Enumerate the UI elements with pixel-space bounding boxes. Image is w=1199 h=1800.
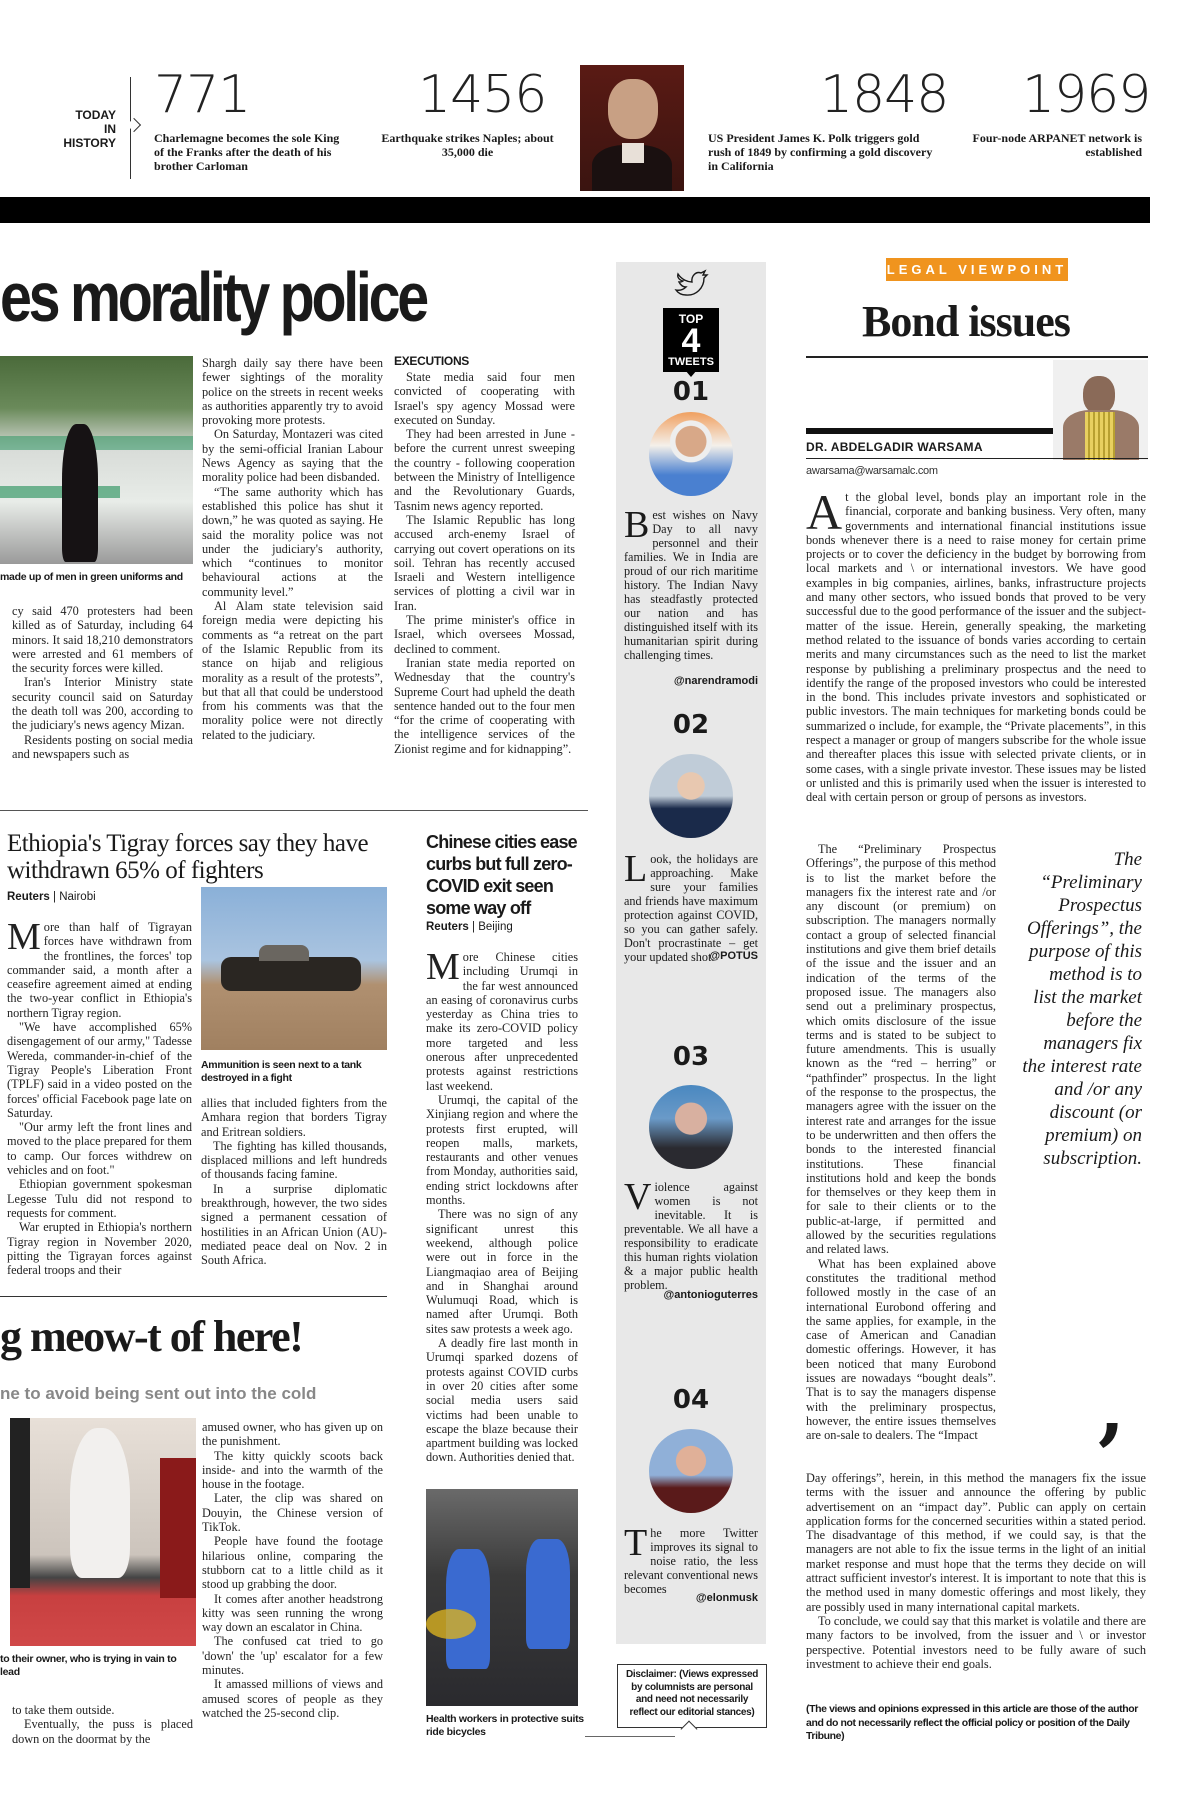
avatar-potus — [649, 754, 733, 838]
tweet-handle[interactable]: @antonioguterres — [663, 1289, 758, 1301]
door-frame — [10, 1418, 30, 1588]
tank-turret — [259, 945, 309, 961]
owner-leg — [160, 1458, 196, 1598]
history-year-1969: 1969 — [1022, 65, 1151, 125]
section-rule — [0, 810, 588, 811]
author-rule-bottom — [806, 458, 1148, 459]
health-workers-caption: Health workers in protective suits ride bicycles — [426, 1713, 584, 1738]
author-rule-thick — [806, 428, 1053, 434]
today-in-history-label: TODAY IN HISTORY — [63, 108, 116, 150]
quote-mark-icon: , — [1098, 1363, 1126, 1454]
tank-photo — [201, 887, 387, 1050]
tweet-text: Violence against women is not inevitable. It is preventable. We all have a responsibility to eradicate this human rights violation & a major public health problem. — [624, 1176, 758, 1292]
ethiopia-headline: Ethiopia's Tigray forces say they have withdrawn 65% of fighters — [7, 830, 369, 884]
cat-figure — [70, 1428, 130, 1578]
tweet-handle[interactable]: @elonmusk — [695, 1592, 758, 1604]
author-photo — [1053, 360, 1148, 460]
tweet-text: Look, the holidays are approaching. Make sure your families and friends have maximum protection against COVID, so you can gather safely. Don't procrastinate – get your updated shot. — [624, 848, 758, 964]
badge-pointer — [685, 370, 697, 377]
woman-figure — [62, 424, 98, 562]
tweet-number: 01 — [672, 377, 710, 407]
tweet-handle[interactable]: @narendramodi — [673, 675, 758, 687]
iran-col1: cy said 470 protesters had been killed as of Saturday, including 64 minors. It said 18,210 demonstrators were arrested and 61 members of the security forces were killed. Iran's Interior Ministry state security council said on Saturday the death toll was 200, according to the judiciary's news agency Mizan. Residents posting on social media and newspapers such as — [12, 604, 193, 761]
cat-subhead: ne to avoid being sent out into the cold — [0, 1384, 317, 1403]
cat-photo — [10, 1418, 196, 1646]
history-event-1969: Four-node ARPANET network is established — [972, 131, 1142, 159]
top-4-tweets-badge: TOP 4 TWEETS — [663, 308, 719, 372]
tweet-number: 02 — [672, 710, 710, 740]
morality-police-photo — [0, 356, 193, 564]
iran-col3: State media said four men convicted of cooperating with Israel's spy agency Mossad were executed on Sunday. They had been arrested in June - before the current unrest sweeping the country - following cooperation between the Ministry of Intelligence and the Revolutionary Guards, Tasnim news agency reported. The Islamic Republic has long accused arch-enemy Israel of carrying out covert operations on its soil. Tehran has recently accused Israeli and Western intelligence services of plotting a civil war in Iran. The prime minister's office in Israel, which oversees Mossad, declined to comment. Iranian state media reported on Wednesday that the country's Supreme Court had upheld the death sentence handed out to the four men “for the crime of cooperating with the intelligence services of the Zionist regime and for kidnapping”. — [394, 370, 575, 756]
pull-quote: The “Preliminary Prospectus Offerings”, the purpose of this method is to list the market before the managers fix the interest rate and /or any discount (or premium) on subscription. — [1022, 849, 1142, 1169]
author-rule-top — [806, 356, 1148, 358]
dropcap: M — [7, 916, 41, 958]
legal-intro: At the global level, bonds play an important role in the financial, corporate and banking business. Very often, many governments and international financial institutions issue bonds whenever there is a need to raise money for certain prime projects or to cover the deficiency in the budget by borrowing from local markets and \ or international investors. We have good examples in big companies, airlines, banks, infrastructure projects and many other sectors, who issued bonds that proved to be very successful due to the good performance of the issuer and the subject-matter of the issue. Herein, generally speaking, the marketing method related to the issuance of bonds varies according to certain merits and many circumstances such as the need to list the market response by publishing a preliminary prospectus and the need to identify the range of the proposed investors who could be interested in the bond. This includes private investors and sophisticated or public investors. The main techniques for marketing bonds could be summarized o include, for example, the “Private placements”, in this respect a manager or group of mangers subscribe for the whole issue and thereafter places this issue with selected private clients, or in some cases, with a single private investor. These issues may be listed or unlisted and this is primarily used when the issuer is interested to deal with certain person or group of persons as investors. — [806, 484, 1146, 805]
ethiopia-col1: More than half of Tigrayan forces have withdrawn from the frontlines, the forces' top commander said, a month after a ceasefire agreement aimed at ending the two-year conflict in Ethiopia's northern Tigray region. "We have accomplished 65% disengagement of our army," Tadesse Wereda, commander-in-chief of the Tigray People's Liberation Front (TPLF) said in a video posted on the forces' official Facebook page late on Saturday. "Our army left the front lines and moved to the place prepared for them to camp. Our forces withdrew on vehicles and on foot." Ethiopian government spokesman Legesse Tulu did not respond to requests for comment. War erupted in Ethiopia's northern Tigray region in November 2020, pitting the Tigrayan forces against federal troops and their — [7, 916, 192, 1278]
bond-issues-headline: Bond issues — [862, 297, 1070, 346]
cat-col2: amused owner, who has given up on the punishment. The kitty quickly scoots back inside- and into the warmth of the house in the footage. Later, the clip was shared on Douyin, the Chinese version of TikTok. People have found the footage hilarious online, comparing the stubborn cat to a little child as it stood up grabbing the door. It comes after another headstrong kitty was seen running the wrong way down an escalator in China. The confused cat tried to go 'down' the 'up' escalator for a few minutes. It amassed millions of views and amused scores of people as they watched the 25-second clip. — [202, 1420, 383, 1720]
iran-photo-caption: made up of men in green uniforms and — [0, 571, 183, 583]
legal-wide-col: Day offerings”, herein, in this method the managers fix the issue terms with the issuer and announce the offering by public advertisement on an “impact day”. Public can apply on certain application forms for the concerned securities within a stated period. The disadvantage of this method, if we could say, is that the managers are not able to fix the issue terms in the light of an initial market response and must hope that the terms they decide on will attract sufficient investor's interest. It is important to note that this is the method used in many domestic offerings and most likely, they are possibly used in many international capital markets. To conclude, we could say that this market is volatile and there are many factors to be involved, from the issuer and \ or investor perspective. Potential investors need to be fully aware of such investment to achieve their end goals. — [806, 1471, 1146, 1671]
history-year-1456: 1456 — [418, 65, 547, 125]
health-workers-photo — [426, 1489, 578, 1706]
car-stripe — [0, 486, 120, 498]
tank-photo-caption: Ammunition is seen next to a tank destroyed in a fight — [201, 1059, 362, 1084]
author-scarf — [1085, 412, 1115, 460]
section-divider-bar — [0, 197, 1150, 223]
author-name: DR. ABDELGADIR WARSAMA — [806, 440, 983, 454]
disclaimer-box: Disclaimer: (Views expressed by columnists are personal and need not necessarily reflect our editorial stances) — [617, 1664, 767, 1728]
china-byline: Reuters | Beijing — [426, 921, 513, 933]
avatar-narendramodi — [649, 412, 733, 496]
cat-photo-caption: to their owner, who is trying in vain to lead — [0, 1653, 177, 1678]
yellow-bag — [426, 1609, 476, 1639]
dropcap: M — [426, 946, 460, 988]
ethiopia-byline: Reuters | Nairobi — [7, 891, 96, 903]
china-headline: Chinese cities ease curbs but full zero-COVID exit seen some way off — [426, 832, 577, 918]
tweet-text: Best wishes on Navy Day to all navy personnel and their families. We in India are proud of our rich maritime history. The Indian Navy has steadfastly protected our nation and has distinguished itself with its humanitarian spirit during challenging times. — [624, 504, 758, 662]
history-event-771: Charlemagne becomes the sole King of the Franks after the death of his brother Carloman — [154, 131, 340, 173]
author-email[interactable]: awarsama@warsamalc.com — [806, 465, 938, 477]
tweet-text: The more Twitter improves its signal to noise ratio, the less relevant conventional news becomes — [624, 1522, 758, 1596]
section-rule — [0, 1296, 387, 1297]
cat-col1: to take them outside. Eventually, the puss is placed down on the doormat by the — [12, 1703, 193, 1746]
legal-narrow-col: The “Preliminary Prospectus Offerings”, the purpose of this method is to list the market before the managers fix the interest rate and /or any discount (or premium) on subscription. The managers normally contact a group of selected financial institutions and give them brief details of the issue and the issuer and an indication of the terms of the proposed issue. The managers also send out a preliminary prospectus, which omits disclosure of the issue terms and is stated to be subject to future amendments. This is usually known as the “red – herring” or “pathfinder” prospectus. In the light of the response to the prospectus, the managers agree with the issuer on the interest rate and arranges for the issue to be underwritten and then offers the bonds to the interested financial institutions. These financial institutions hold and keep the bonds for themselves or they keep them in for sale to their clients or to the public-at-large, if permitted and allowed by the securities regulations and related laws. What has been explained above constitutes the traditional method followed mostly in the case of an international Eurobond offering and the same applies, for example, in the case of American and Canadian domestic offerings. However, it has been noticed that many Eurobond issues are nowadays “bought deals”. That is to say the managers dispense with the preliminary prospectus, however, the entire issues themselves are on-sale to dealers. The “Impact — [806, 842, 996, 1443]
portrait-face — [608, 79, 658, 139]
history-year-771: 771 — [154, 65, 251, 125]
author-face — [1083, 376, 1115, 414]
avatar-elonmusk — [649, 1429, 733, 1513]
tweet-number: 03 — [672, 1042, 710, 1072]
iran-col2: Shargh daily say there have been fewer sightings of the morality police on the streets in recent weeks as authorities apparently try to avoid provoking more protests. On Saturday, Montazeri was cited by the semi-official Iranian Labour News Agency as saying that the morality police had been disbanded. “The same authority which has established this police has shut it down,” he was quoted as saying. He said the morality police was not under the judiciary's authority, which “continues to monitor behavioural actions at the community level.” Al Alam state television said foreign media were depicting his comments as “a retreat on the part of the Islamic Republic from its stance on hijab and religious morality as a result of the protests”, but that all that could be understood from his comments was that the morality police were not directly related to the judiciary. — [202, 356, 383, 742]
tank-shape — [221, 957, 361, 991]
portrait-collar — [622, 143, 644, 163]
executions-subhead: EXECUTIONS — [394, 354, 470, 368]
legal-footer-note: (The views and opinions expressed in this article are those of the author and do not necessarily reflect the official policy or position of the Daily Tribune) — [806, 1703, 1138, 1742]
top-tweets-panel — [616, 262, 766, 1644]
worker-figure — [526, 1539, 570, 1649]
iran-headline: es morality police — [0, 258, 426, 336]
tweet-number: 04 — [672, 1385, 710, 1415]
history-event-1456: Earthquake strikes Naples; about 35,000 die — [381, 131, 554, 159]
dropcap: A — [806, 484, 843, 540]
polk-portrait-photo — [580, 65, 684, 191]
china-body: More Chinese cities including Urumqi in the far west announced an easing of coronavirus curbs yesterday as China tries to make its zero-COVID policy more targeted and less onerous after unprecedented protests against restrictions last weekend. Urumqi, the capital of the Xinjiang region and where the protests first erupted, will reopen malls, markets, restaurants and other venues from Monday, authorities said, ending strict lockdowns after months. There was no sign of any significant unrest this weekend, although police were out in force in the Liangmaqiao area of Beijing and in Shanghai around Wulumuqi Road, which is named after Urumqi. Both sites saw protests a week ago. A deadly fire last month in Urumqi sparked dozens of protests against COVID curbs in over 20 cities after some social media users said victims had been unable to escape the blaze because their apartment building was locked down. Authorities denied that. — [426, 946, 578, 1465]
cat-headline: g meow-t of here! — [0, 1312, 303, 1361]
history-year-1848: 1848 — [820, 65, 949, 125]
ethiopia-col2: allies that included fighters from the Amhara region that borders Tigray and Eritrean soldiers. The fighting has killed thousands, displaced millions and left hundreds of thousands facing famine. In a surprise diplomatic breakthrough, however, the two sides signed a permanent cessation of hostilities in an African Union (AU)-mediated peace deal on Nov. 2 in South Africa. — [201, 1096, 387, 1268]
car-stripe — [0, 436, 193, 450]
legal-viewpoint-tag: LEGAL VIEWPOINT — [886, 258, 1068, 281]
tweet-handle[interactable]: @POTUS — [709, 950, 758, 962]
twitter-bird-icon — [674, 268, 710, 298]
section-rule — [585, 1736, 675, 1737]
avatar-antonioguterres — [649, 1085, 733, 1169]
history-event-1848: US President James K. Polk triggers gold rush of 1849 by confirming a gold discovery in California — [708, 131, 933, 173]
